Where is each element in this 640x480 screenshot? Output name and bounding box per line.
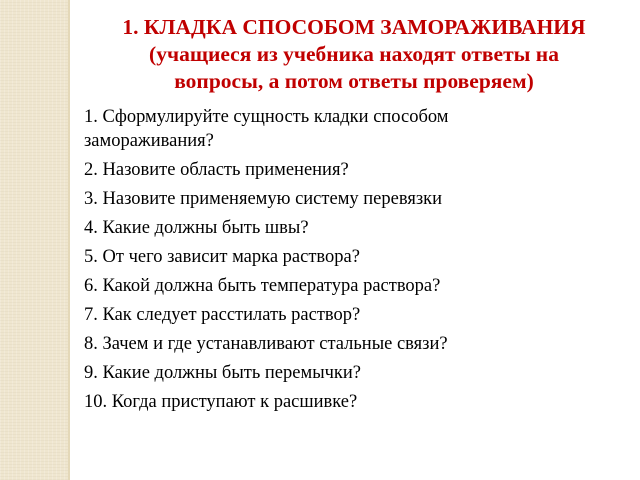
question-item	[84, 361, 632, 385]
slide-title	[76, 14, 632, 95]
question-text: 1. Сформулируйте сущность кладки способом	[84, 107, 449, 127]
question-text: 4. Какие должны быть швы?	[84, 218, 309, 238]
title-line-1: 1. КЛАДКА СПОСОБОМ ЗАМОРАЖИВАНИЯ	[122, 15, 586, 39]
title-line-2: (учащиеся из учебника находят ответы на	[149, 42, 559, 66]
question-text: 2. Назовите область применения?	[84, 160, 349, 180]
question-item	[84, 216, 632, 240]
question-text: 6. Какой должна быть температура раствора?	[84, 276, 441, 296]
question-text: 7. Как следует расстилать раствор?	[84, 305, 361, 325]
question-item	[84, 274, 632, 298]
question-item	[84, 245, 632, 269]
question-text: 9. Какие должны быть перемычки?	[84, 363, 362, 383]
question-item	[84, 390, 632, 414]
question-text-continued: замораживания?	[84, 131, 214, 151]
question-text: 10. Когда приступают к расшивке?	[84, 392, 358, 412]
question-text: 5. От чего зависит марка раствора?	[84, 247, 360, 267]
side-band-edge	[68, 0, 70, 480]
question-item	[84, 332, 632, 356]
question-item	[84, 303, 632, 327]
question-item	[84, 158, 632, 182]
question-list	[76, 105, 632, 414]
question-text: 3. Назовите применяемую систему перевязки	[84, 189, 443, 209]
question-text: 8. Зачем и где устанавливают стальные связи?	[84, 334, 448, 354]
title-line-3: вопросы, а потом ответы проверяем)	[174, 69, 534, 93]
slide-content	[76, 0, 632, 480]
decorative-side-band	[0, 0, 68, 480]
question-item	[84, 105, 632, 153]
question-item	[84, 187, 632, 211]
